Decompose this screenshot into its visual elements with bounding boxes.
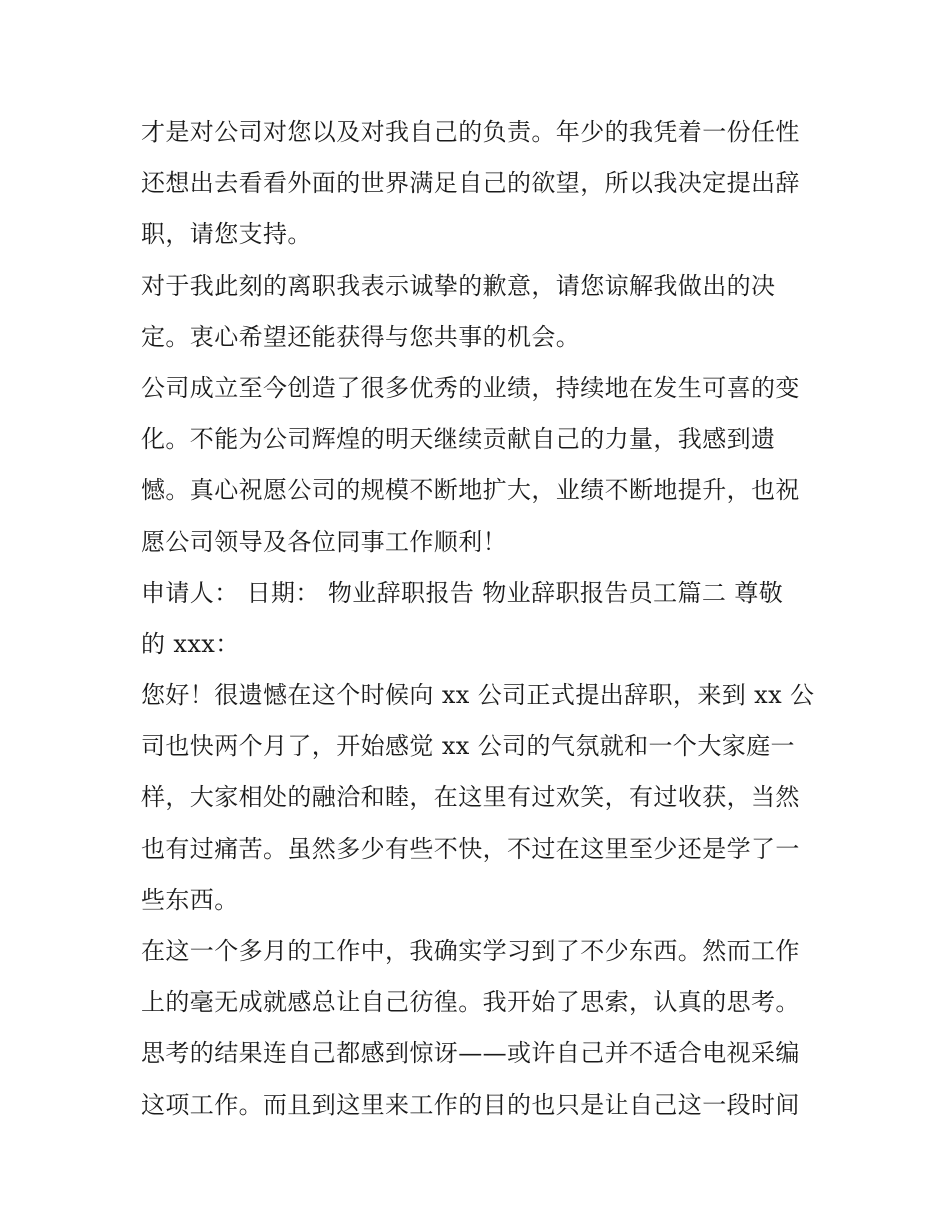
text-line: 公司成立至今创造了很多优秀的业绩，持续地在发生可喜的变 bbox=[141, 373, 800, 402]
text-line: 的 xxx： bbox=[141, 629, 240, 658]
text-line: 样，大家相处的融洽和睦，在这里有过欢笑，有过收获，当然 bbox=[141, 783, 800, 812]
text-line: 职，请您支持。 bbox=[141, 220, 312, 249]
text-line: 定。衷心希望还能获得与您共事的机会。 bbox=[141, 322, 581, 351]
text-line: 在这一个多月的工作中，我确实学习到了不少东西。然而工作 bbox=[141, 937, 800, 965]
text-line: 这项工作。而且到这里来工作的目的也只是让自己这一段时间 bbox=[141, 1090, 800, 1119]
text-line: 您好！很遗憾在这个时候向 xx 公司正式提出辞职，来到 xx 公 bbox=[141, 681, 815, 710]
text-line: 才是对公司对您以及对我自己的负责。年少的我凭着一份任性 bbox=[141, 118, 800, 146]
text-line: 愿公司领导及各位同事工作顺利！ bbox=[141, 527, 507, 556]
text-line: 也有过痛苦。虽然多少有些不快，不过在这里至少还是学了一 bbox=[141, 834, 800, 863]
text-line: 思考的结果连自己都感到惊讶——或许自己并不适合电视采编 bbox=[141, 1039, 800, 1068]
text-line: 司也快两个月了，开始感觉 xx 公司的气氛就和一个大家庭一 bbox=[141, 732, 795, 761]
text-line: 对于我此刻的离职我表示诚挚的歉意，请您谅解我做出的决 bbox=[141, 271, 776, 300]
document-body bbox=[141, 107, 813, 1131]
text-line: 上的毫无成就感总让自己彷徨。我开始了思索，认真的思考。 bbox=[141, 988, 800, 1017]
text-line: 化。不能为公司辉煌的明天继续贡献自己的力量，我感到遗 bbox=[141, 425, 776, 454]
text-line: 还想出去看看外面的世界满足自己的欲望，所以我决定提出辞 bbox=[141, 169, 800, 198]
text-line: 申请人： 日期： 物业辞职报告 物业辞职报告员工篇二 尊敬 bbox=[141, 578, 784, 607]
text-line: 些东西。 bbox=[141, 885, 239, 914]
text-line: 憾。真心祝愿公司的规模不断地扩大，业绩不断地提升，也祝 bbox=[141, 476, 800, 505]
